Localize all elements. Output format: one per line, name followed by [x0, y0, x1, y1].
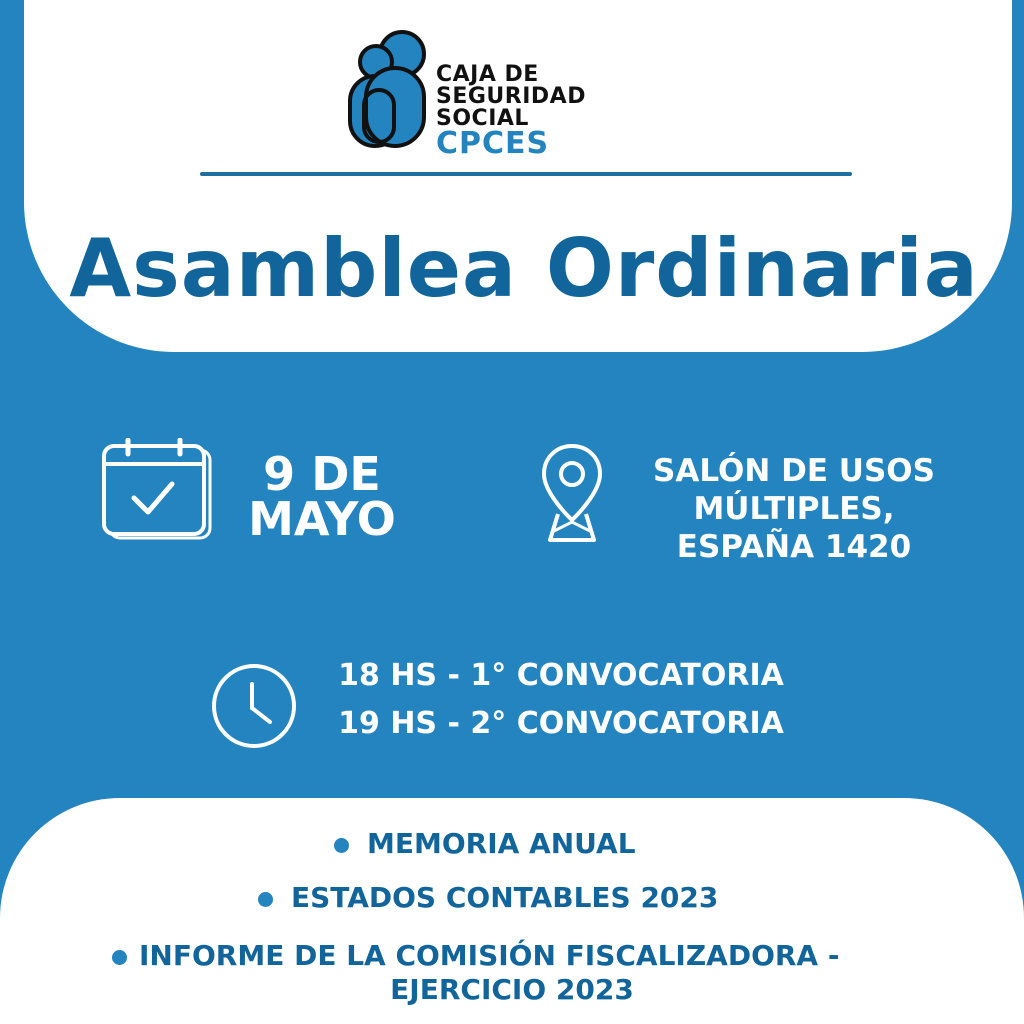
logo: [344, 20, 684, 161]
logo-line-3: CPCES: [436, 126, 550, 161]
logo-line-1: CAJA DE: [436, 62, 539, 87]
time-line-1: 18 HS - 1° CONVOCATORIA: [338, 658, 784, 693]
page-title: Asamblea Ordinaria: [69, 222, 979, 315]
agenda-item-2-label: ESTADOS CONTABLES 2023: [291, 881, 719, 914]
agenda-item-3-label-2: EJERCICIO 2023: [390, 973, 634, 1006]
event-location: [622, 452, 966, 566]
agenda-item-2: [258, 878, 718, 918]
bullet-icon: [112, 950, 127, 965]
place-line-2: MÚLTIPLES,: [693, 491, 895, 527]
time-line-2: 19 HS - 2° CONVOCATORIA: [338, 706, 784, 741]
calendar-check-icon: [100, 438, 214, 542]
date-line-2: MAYO: [248, 492, 396, 546]
location-pin-icon: [540, 442, 604, 544]
event-date: [222, 447, 422, 546]
date-line-1: 9 DE: [263, 447, 381, 501]
event-times: [316, 652, 806, 748]
agenda-item-3-label: INFORME DE LA COMISIÓN FISCALIZADORA -: [139, 939, 840, 972]
place-line-1: SALÓN DE USOS: [653, 453, 935, 489]
bullet-icon: [334, 838, 349, 853]
logo-line-2: SEGURIDAD SOCIAL: [436, 84, 586, 131]
clock-icon: [210, 662, 298, 750]
place-line-3: ESPAÑA 1420: [676, 529, 912, 565]
bullet-icon: [258, 892, 273, 907]
agenda-item-1-label: MEMORIA ANUAL: [367, 827, 636, 860]
agenda-item-1: [334, 824, 636, 864]
agenda-item-3-continued: [0, 970, 1024, 1010]
logo-people-icon: [344, 20, 444, 150]
divider: [200, 172, 852, 176]
